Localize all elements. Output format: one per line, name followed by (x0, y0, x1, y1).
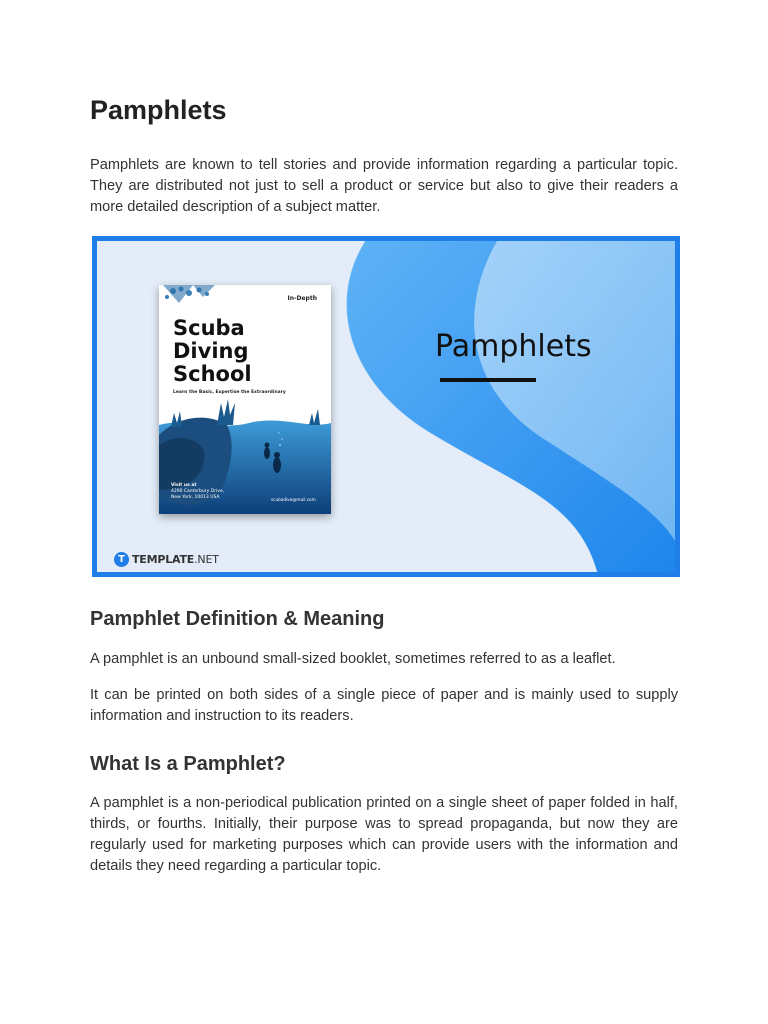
cover-address-line-2: New York, 10013 USA (171, 495, 220, 500)
section-heading-definition: Pamphlet Definition & Meaning (90, 608, 385, 630)
cover-title-line-2: Diving (173, 339, 249, 363)
logo-brand: TEMPLATE (132, 552, 195, 566)
definition-paragraph-2: It can be printed on both sides of a single piece of paper and is mainly used to supply information and instruction to its readers. (90, 687, 678, 724)
cover-tag: In-Depth (287, 295, 317, 302)
pamphlet-cover (159, 285, 331, 514)
cover-title-line-1: Scuba (173, 316, 245, 340)
page-title: Pamphlets (90, 95, 227, 125)
cover-address-line-1: 4290 Canterbury Drive, (171, 489, 225, 494)
cover-email: scubadive@mail.com (271, 497, 316, 502)
cover-title (173, 317, 252, 386)
cover-subtitle: Learn the Basic, Expertise the Extraordinary (173, 390, 286, 395)
cover-address (171, 483, 224, 501)
definition-paragraph-1: A pamphlet is an unbound small-sized booklet, sometimes referred to as a leaflet. (90, 651, 616, 667)
banner-title-underline (440, 378, 536, 382)
intro-paragraph: Pamphlets are known to tell stories and provide information regarding a particular topic. They are distributed not just to sell a product or service but also to give their readers a more detailed description of a subject matter. (90, 157, 678, 215)
cover-title-line-3: School (173, 362, 252, 386)
section-heading-what-is: What Is a Pamphlet? (90, 753, 286, 775)
banner-title: Pamphlets (435, 329, 592, 364)
cover-visit-label: Visit us at (171, 483, 197, 488)
logo-suffix: .NET (194, 552, 219, 566)
template-net-logo (114, 551, 219, 567)
banner-image (92, 236, 680, 577)
template-logo-icon: T (114, 552, 129, 567)
logo-text (132, 553, 219, 566)
coral-top-icon (163, 285, 215, 303)
what-is-paragraph: A pamphlet is a non-periodical publication printed on a single sheet of paper folded in half, thirds, or fourths. Initially, their purpose was to spread propaganda, but now they are regularly used for marketing purposes which can provide users with the information and details they need regarding a particular topic. (90, 795, 678, 874)
